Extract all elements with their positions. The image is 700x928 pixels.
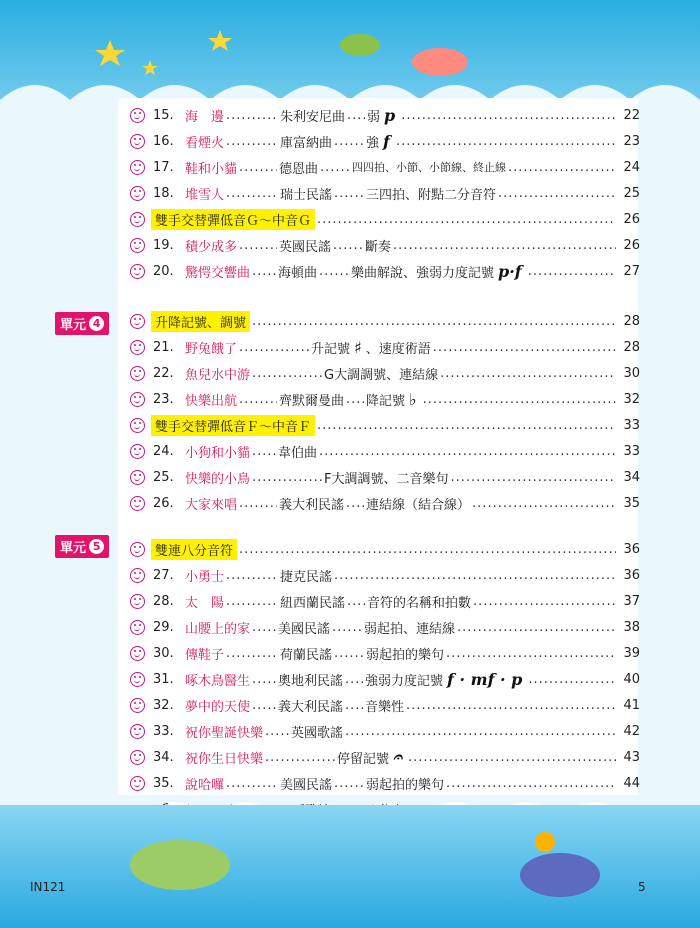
page-ref: 27	[623, 263, 640, 279]
composer: 海頓曲	[278, 265, 318, 281]
leader-dots	[252, 366, 322, 381]
topic: F大調調號、二音樂句	[324, 471, 449, 487]
leader-dots	[334, 646, 364, 661]
music-symbol-icon: p·f	[498, 261, 522, 281]
toc-row	[130, 640, 640, 666]
smiley-icon	[130, 594, 145, 609]
leader-dots	[393, 238, 616, 253]
highlight-title: 升降記號、調號	[151, 311, 250, 332]
leader-dots	[334, 776, 364, 791]
song-title: 說哈囉	[185, 777, 225, 793]
composer: 美國民謠	[278, 621, 331, 637]
page-ref: 38	[623, 619, 640, 635]
composer: 英國歌謠	[291, 725, 344, 741]
song-number: 23.	[153, 391, 174, 407]
leader-dots	[346, 496, 364, 511]
song-title: 驚愕交響曲	[185, 265, 251, 281]
leader-dots	[252, 470, 322, 485]
song-number: 22.	[153, 365, 174, 381]
toc-row	[130, 490, 640, 516]
toc-row	[130, 412, 640, 438]
leader-dots	[332, 620, 362, 635]
leader-dots	[440, 366, 616, 381]
song-number: 31.	[153, 671, 174, 687]
decor-sea-creatures	[0, 830, 700, 900]
topic: 弱起拍、連結線	[364, 621, 456, 637]
toc-row	[130, 232, 640, 258]
song-title: 大家來唱	[185, 497, 238, 513]
song-number: 24.	[153, 443, 174, 459]
composer: 齊默爾曼曲	[279, 393, 345, 409]
toc-row	[130, 692, 640, 718]
unit-label: 單元	[60, 541, 87, 556]
leader-dots	[320, 160, 350, 175]
leader-dots	[252, 698, 276, 713]
page-ref: 28	[623, 313, 640, 329]
leader-dots	[347, 108, 365, 123]
decor-stars-fish	[0, 0, 700, 110]
smiley-icon	[130, 672, 145, 687]
page-ref: 40	[623, 671, 640, 687]
smiley-icon	[130, 340, 145, 355]
page-ref: 23	[623, 133, 640, 149]
unit-4-badge	[55, 312, 109, 335]
smiley-icon	[130, 264, 145, 279]
song-number: 15.	[153, 107, 174, 123]
song-title: 太 陽	[185, 595, 225, 611]
composer: 英國民謠	[279, 239, 332, 255]
song-number: 34.	[153, 749, 174, 765]
topic: 升記號	[311, 341, 351, 357]
toc-row	[130, 128, 640, 154]
leader-dots	[446, 776, 616, 791]
smiley-icon	[130, 108, 145, 123]
book-code: IN121	[30, 880, 66, 894]
leader-dots	[528, 672, 616, 687]
music-symbol-icon: f · mf · p	[447, 669, 523, 689]
leader-dots	[451, 470, 617, 485]
composer: 奧地利民謠	[278, 673, 344, 689]
song-title: 小勇士	[185, 569, 225, 585]
topic: 弱起拍的樂句	[366, 647, 445, 663]
leader-dots	[347, 594, 365, 609]
page-ref: 25	[623, 185, 640, 201]
unit-number: 4	[89, 316, 104, 331]
leader-dots	[239, 496, 277, 511]
toc-row	[130, 588, 640, 614]
song-number: 27.	[153, 567, 174, 583]
toc-row	[130, 180, 640, 206]
topic: 音樂性	[365, 699, 405, 715]
page-ref: 30	[623, 365, 640, 381]
song-title: 堆雪人	[185, 187, 225, 203]
topic-extra: 、速度術語	[365, 341, 431, 357]
composer: 美國民謠	[280, 777, 333, 793]
song-title: 魚兒水中游	[185, 367, 251, 383]
smiley-icon	[130, 418, 145, 433]
leader-dots	[252, 264, 276, 279]
leader-dots	[226, 186, 278, 201]
smiley-icon	[130, 620, 145, 635]
leader-dots	[265, 724, 289, 739]
smiley-icon	[130, 366, 145, 381]
song-title: 夢中的天使	[185, 699, 251, 715]
smiley-icon	[130, 212, 145, 227]
unit-number: 5	[89, 539, 104, 554]
page-ref: 24	[623, 159, 640, 175]
page-ref: 32	[623, 391, 640, 407]
song-number: 30.	[153, 645, 174, 661]
leader-dots	[226, 134, 278, 149]
composer: 庫富納曲	[280, 135, 333, 151]
song-number: 18.	[153, 185, 174, 201]
song-title: 傳鞋子	[185, 647, 225, 663]
leader-dots	[317, 212, 616, 227]
music-symbol-icon: p	[384, 105, 396, 125]
page-ref: 33	[623, 417, 640, 433]
topic: 音符的名稱和拍數	[367, 595, 472, 611]
leader-dots	[333, 238, 363, 253]
page-ref: 22	[623, 107, 640, 123]
smiley-icon	[130, 392, 145, 407]
music-symbol-icon: ♭	[409, 389, 417, 409]
page-ref: 33	[623, 443, 640, 459]
toc-row	[130, 562, 640, 588]
song-number: 16.	[153, 133, 174, 149]
smiley-icon	[130, 238, 145, 253]
song-title: 海 邊	[185, 109, 225, 125]
topic: 降記號	[366, 393, 406, 409]
leader-dots	[401, 108, 616, 123]
toc-row	[130, 464, 640, 490]
toc-row	[130, 770, 640, 796]
topic: 弱起拍的樂句	[366, 777, 445, 793]
page-ref: 42	[623, 723, 640, 739]
topic: 斷奏	[365, 239, 392, 255]
page-ref: 28	[623, 339, 640, 355]
leader-dots	[265, 750, 335, 765]
topic: 三四拍、附點二分音符	[366, 187, 497, 203]
toc-row	[130, 614, 640, 640]
composer: 荷蘭民謠	[280, 647, 333, 663]
toc-row	[130, 258, 640, 284]
song-title: 小狗和小貓	[185, 445, 251, 461]
leader-dots	[226, 594, 278, 609]
leader-dots	[239, 340, 309, 355]
composer: 瑞士民謠	[280, 187, 333, 203]
toc-row	[130, 438, 640, 464]
topic: 樂曲解說、強弱力度記號	[351, 265, 495, 281]
topic: 停留記號	[337, 751, 390, 767]
leader-dots	[252, 620, 276, 635]
song-number: 35.	[153, 775, 174, 791]
smiley-icon	[130, 776, 145, 791]
page-ref: 43	[623, 749, 640, 765]
leader-dots	[226, 108, 278, 123]
topic: 強弱力度記號	[365, 673, 444, 689]
song-title: 祝你生日快樂	[185, 751, 264, 767]
toc-row	[130, 536, 640, 562]
page-ref: 41	[623, 697, 640, 713]
composer: 韋伯曲	[278, 445, 318, 461]
highlight-title: 雙手交替彈低音Ｆ～中音Ｆ	[151, 415, 315, 436]
page-ref: 36	[623, 567, 640, 583]
smiley-icon	[130, 750, 145, 765]
leader-dots	[334, 568, 616, 583]
song-number: 29.	[153, 619, 174, 635]
smiley-icon	[130, 444, 145, 459]
music-symbol-icon: f	[383, 131, 390, 151]
leader-dots	[319, 444, 616, 459]
song-number: 28.	[153, 593, 174, 609]
page-ref: 26	[623, 211, 640, 227]
smiley-icon	[130, 314, 145, 329]
leader-dots	[423, 392, 616, 407]
leader-dots	[226, 776, 278, 791]
leader-dots	[226, 646, 278, 661]
song-title: 野兔餓了	[185, 341, 238, 357]
toc-row	[130, 334, 640, 360]
topic: 四四拍、小節、小節線、終止線	[352, 161, 507, 174]
leader-dots	[345, 724, 616, 739]
toc-row	[130, 386, 640, 412]
leader-dots	[473, 594, 616, 609]
page-ref: 39	[623, 645, 640, 661]
topic: 連結線（結合線）	[366, 497, 471, 513]
smiley-icon	[130, 470, 145, 485]
song-number: 25.	[153, 469, 174, 485]
song-title: 祝你聖誕快樂	[185, 725, 264, 741]
leader-dots	[334, 186, 364, 201]
leader-dots	[239, 160, 277, 175]
music-symbol-icon: ♯	[354, 337, 362, 357]
page-ref: 37	[623, 593, 640, 609]
song-title: 快樂出航	[185, 393, 238, 409]
leader-dots	[408, 750, 616, 765]
toc-row	[130, 744, 640, 770]
highlight-title: 雙連八分音符	[151, 539, 237, 560]
song-title: 啄木鳥醫生	[185, 673, 251, 689]
leader-dots	[345, 672, 363, 687]
leader-dots	[498, 186, 616, 201]
song-number: 32.	[153, 697, 174, 713]
leader-dots	[317, 418, 616, 433]
leader-dots	[528, 264, 616, 279]
topic: G大調調號、連結線	[324, 367, 439, 383]
song-number: 17.	[153, 159, 174, 175]
smiley-icon	[130, 724, 145, 739]
smiley-icon	[130, 698, 145, 713]
leader-dots	[346, 392, 364, 407]
page-ref: 34	[623, 469, 640, 485]
leader-dots	[345, 698, 363, 713]
highlight-title: 雙手交替彈低音Ｇ～中音Ｇ	[151, 209, 315, 230]
topic: 強	[366, 135, 380, 151]
smiley-icon	[130, 134, 145, 149]
composer: 義大利民謠	[279, 497, 345, 513]
toc-row	[130, 666, 640, 692]
song-number: 21.	[153, 339, 174, 355]
page-ref: 35	[623, 495, 640, 511]
song-title: 鞋和小貓	[185, 161, 238, 177]
leader-dots	[239, 392, 277, 407]
toc-row	[130, 206, 640, 232]
smiley-icon	[130, 646, 145, 661]
leader-dots	[508, 160, 616, 175]
toc-row	[130, 102, 640, 128]
song-number: 20.	[153, 263, 174, 279]
leader-dots	[433, 340, 616, 355]
leader-dots	[252, 672, 276, 687]
composer: 德恩曲	[279, 161, 319, 177]
song-title: 山腰上的家	[185, 621, 251, 637]
page-ref: 44	[623, 775, 640, 791]
music-symbol-icon: 𝄐	[393, 747, 402, 766]
leader-dots	[472, 496, 616, 511]
leader-dots	[239, 542, 616, 557]
composer: 朱利安尼曲	[280, 109, 346, 125]
unit-label: 單元	[60, 318, 87, 333]
leader-dots	[239, 238, 277, 253]
smiley-icon	[130, 542, 145, 557]
song-number: 26.	[153, 495, 174, 511]
leader-dots	[396, 134, 616, 149]
leader-dots	[334, 134, 364, 149]
unit-5-badge	[55, 535, 109, 558]
leader-dots	[252, 444, 276, 459]
leader-dots	[457, 620, 616, 635]
page-number: 5	[638, 880, 646, 894]
smiley-icon	[130, 160, 145, 175]
leader-dots	[226, 568, 278, 583]
page-ref: 36	[623, 541, 640, 557]
toc-row	[130, 308, 640, 334]
composer: 義大利民謠	[278, 699, 344, 715]
smiley-icon	[130, 496, 145, 511]
composer: 紐西蘭民謠	[280, 595, 346, 611]
topic: 弱	[367, 109, 381, 125]
smiley-icon	[130, 186, 145, 201]
leader-dots	[406, 698, 616, 713]
toc-row	[130, 360, 640, 386]
leader-dots	[319, 264, 349, 279]
leader-dots	[446, 646, 616, 661]
toc-row	[130, 718, 640, 744]
page-ref: 26	[623, 237, 640, 253]
song-number: 19.	[153, 237, 174, 253]
smiley-icon	[130, 568, 145, 583]
song-number: 33.	[153, 723, 174, 739]
song-title: 積少成多	[185, 239, 238, 255]
song-title: 看煙火	[185, 135, 225, 151]
leader-dots	[252, 314, 616, 329]
song-title: 快樂的小鳥	[185, 471, 251, 487]
composer: 捷克民謠	[280, 569, 333, 585]
toc-row	[130, 154, 640, 180]
